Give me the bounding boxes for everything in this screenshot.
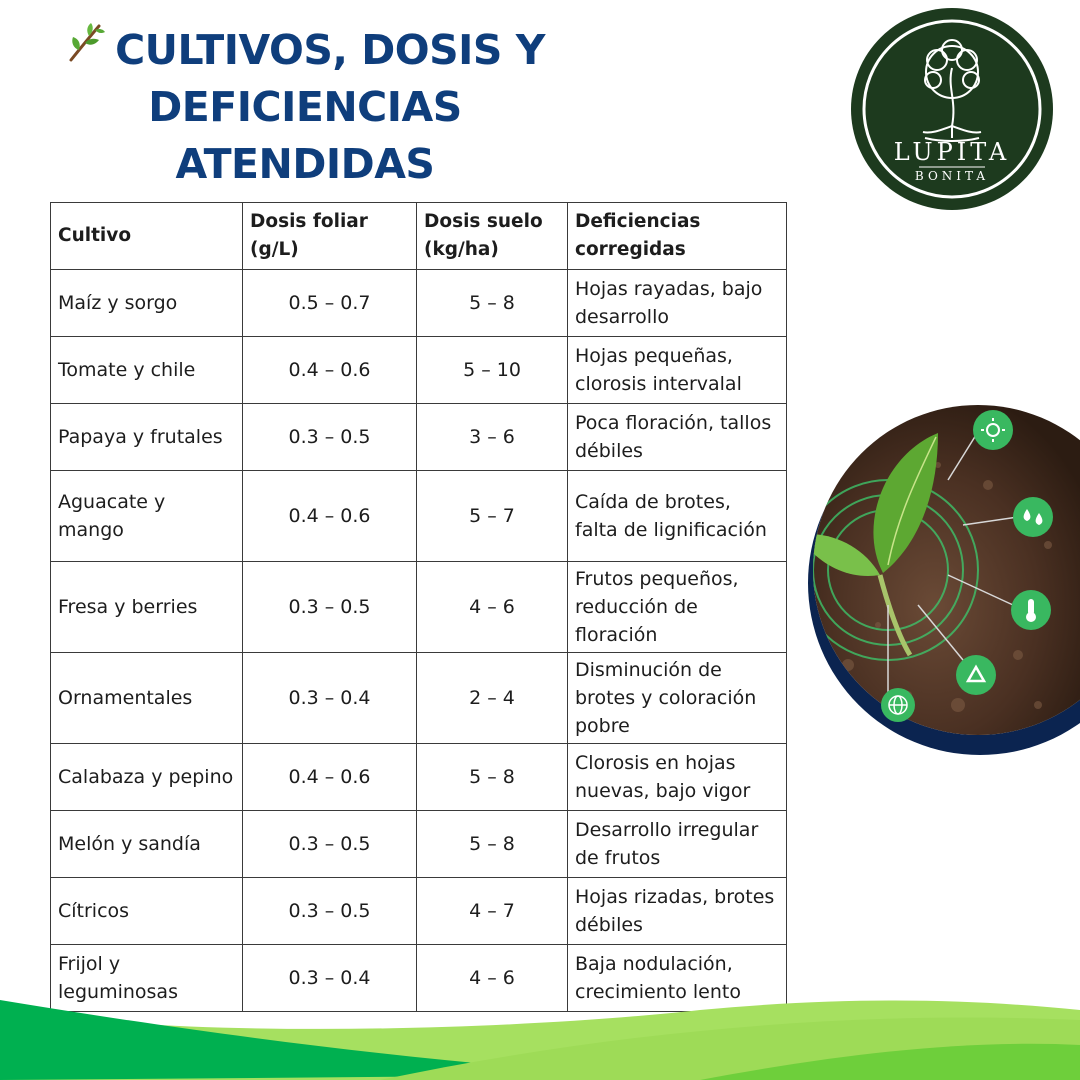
page-title	[40, 22, 570, 193]
foliar-cell: 0.4 – 0.6	[243, 337, 417, 404]
title-line-3: ATENDIDAS	[175, 140, 435, 188]
deficiency-cell: Hojas rizadas, brotes débiles	[568, 878, 787, 945]
header-soil-dose: Dosis suelo (kg/ha)	[417, 203, 568, 270]
foliar-cell: 0.3 – 0.4	[243, 653, 417, 744]
foliar-cell: 0.4 – 0.6	[243, 471, 417, 562]
soil-cell: 4 – 6	[417, 562, 568, 653]
deficiency-cell: Hojas rayadas, bajo desarrollo	[568, 270, 787, 337]
foliar-cell: 0.5 – 0.7	[243, 270, 417, 337]
brand-logo	[851, 8, 1053, 210]
soil-cell: 4 – 6	[417, 945, 568, 1012]
globe-icon	[881, 688, 915, 722]
table-row	[51, 653, 787, 744]
deficiency-cell: Frutos pequeños, reducción de floración	[568, 562, 787, 653]
thermometer-icon	[1011, 590, 1051, 630]
soil-cell: 5 – 8	[417, 270, 568, 337]
deficiency-cell: Poca floración, tallos débiles	[568, 404, 787, 471]
title-line-2: DEFICIENCIAS	[148, 83, 462, 131]
header-deficiencies: Deficiencias corregidas	[568, 203, 787, 270]
water-drops-icon	[1013, 497, 1053, 537]
title-line-1: CULTIVOS, DOSIS Y	[115, 26, 545, 74]
deficiency-cell: Desarrollo irregular de frutos	[568, 811, 787, 878]
crop-cell: Cítricos	[51, 878, 243, 945]
table-row	[51, 562, 787, 653]
crop-cell: Frijol y leguminosas	[51, 945, 243, 1012]
soil-cell: 5 – 8	[417, 811, 568, 878]
crops-table	[50, 202, 787, 1012]
crop-cell: Ornamentales	[51, 653, 243, 744]
foliar-cell: 0.3 – 0.5	[243, 811, 417, 878]
crop-cell: Fresa y berries	[51, 562, 243, 653]
crop-cell: Calabaza y pepino	[51, 744, 243, 811]
table-row	[51, 878, 787, 945]
seedling-illustration	[788, 405, 1080, 770]
deficiency-cell: Caída de brotes, falta de lignificación	[568, 471, 787, 562]
sprig-icon	[65, 20, 109, 79]
crop-cell: Aguacate y mango	[51, 471, 243, 562]
soil-cell: 5 – 7	[417, 471, 568, 562]
bottom-wave-decoration	[0, 990, 1080, 1080]
table-row	[51, 744, 787, 811]
foliar-cell: 0.3 – 0.5	[243, 562, 417, 653]
foliar-cell: 0.3 – 0.4	[243, 945, 417, 1012]
recycle-icon	[956, 655, 996, 695]
soil-cell: 5 – 10	[417, 337, 568, 404]
deficiency-cell: Clorosis en hojas nuevas, bajo vigor	[568, 744, 787, 811]
foliar-cell: 0.4 – 0.6	[243, 744, 417, 811]
table-row	[51, 337, 787, 404]
soil-cell: 5 – 8	[417, 744, 568, 811]
soil-cell: 3 – 6	[417, 404, 568, 471]
table-row	[51, 471, 787, 562]
crop-cell: Melón y sandía	[51, 811, 243, 878]
table-row	[51, 404, 787, 471]
foliar-cell: 0.3 – 0.5	[243, 404, 417, 471]
sun-icon	[973, 410, 1013, 450]
table-row	[51, 811, 787, 878]
deficiency-cell: Hojas pequeñas, clorosis intervalal	[568, 337, 787, 404]
soil-cell: 4 – 7	[417, 878, 568, 945]
brand-sub: BONITA	[914, 169, 990, 183]
foliar-cell: 0.3 – 0.5	[243, 878, 417, 945]
table-header-row	[51, 203, 787, 270]
deficiency-cell: Baja nodulación, crecimiento lento	[568, 945, 787, 1012]
deficiency-cell: Disminución de brotes y coloración pobre	[568, 653, 787, 744]
soil-cell: 2 – 4	[417, 653, 568, 744]
brand-name: LUPITA	[893, 138, 1011, 166]
crop-cell: Maíz y sorgo	[51, 270, 243, 337]
table-row	[51, 270, 787, 337]
header-crop: Cultivo	[51, 203, 243, 270]
crop-cell: Tomate y chile	[51, 337, 243, 404]
header-foliar-dose: Dosis foliar (g/L)	[243, 203, 417, 270]
crop-cell: Papaya y frutales	[51, 404, 243, 471]
